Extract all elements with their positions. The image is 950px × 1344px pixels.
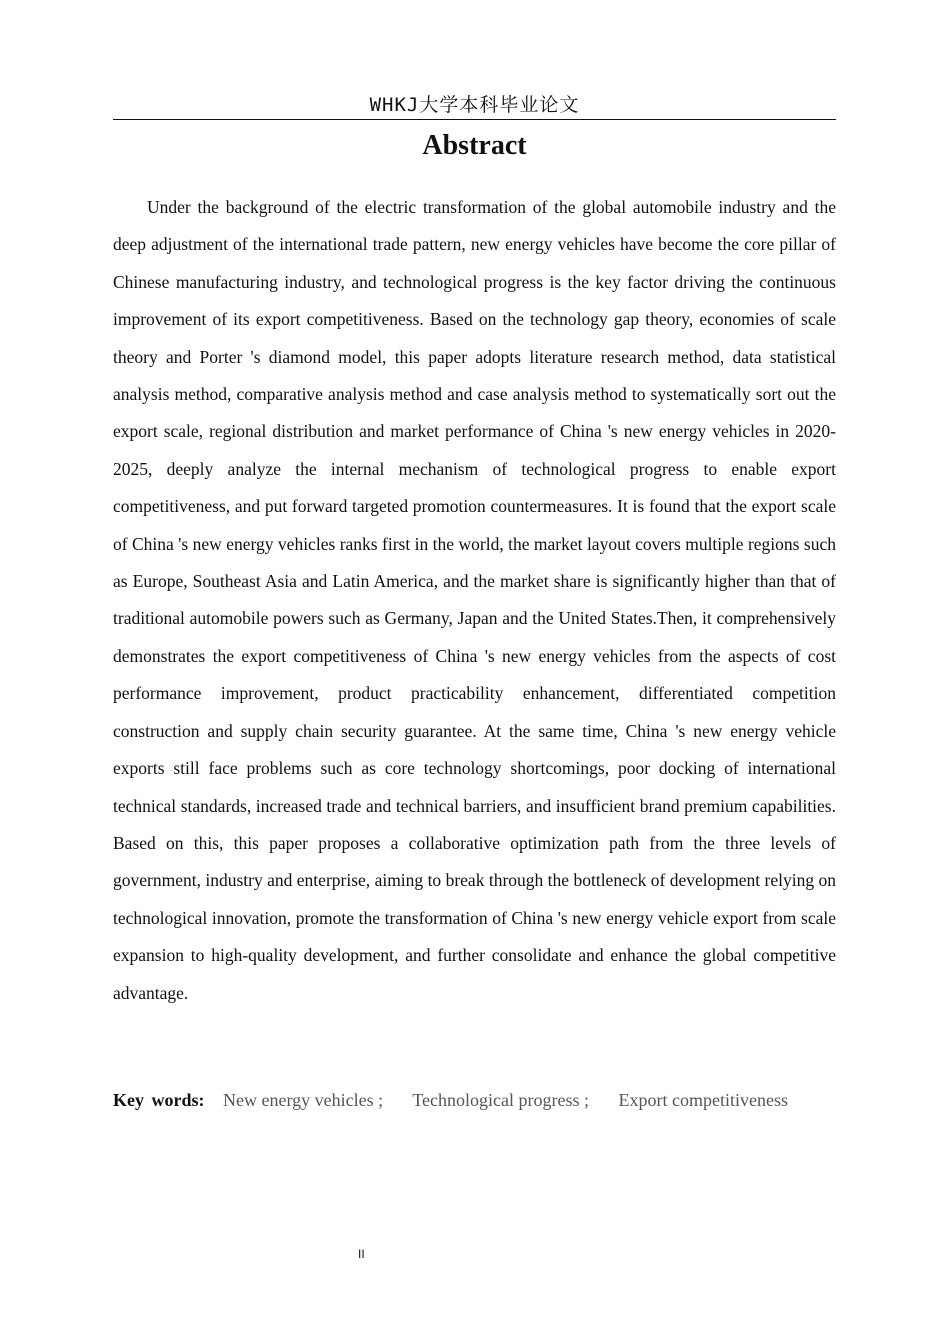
keyword-item: New energy vehicles ; [223, 1090, 384, 1110]
keyword-item: Export competitiveness [618, 1090, 788, 1110]
page-number: II [358, 1247, 365, 1261]
abstract-title: Abstract [422, 130, 527, 161]
keywords-label: Key words: [113, 1090, 205, 1110]
keyword-item: Technological progress ; [412, 1090, 589, 1110]
running-header: WHKJ大学本科毕业论文 [369, 94, 580, 116]
header-rule [113, 119, 836, 120]
abstract-body: Under the background of the electric transformation of the global automobile industry and the deep adjustment of the international trade pattern, new energy vehicles have become the core pillar of Chinese manufacturing industry, and technological progress is the key factor driving the continuous improvement of its export competitiveness. Based on the technology gap theory, economies of scale theory and Porter 's diamond model, this paper adopts literature research method, data statistical analysis method, comparative analysis method and case analysis method to systematically sort out the export scale, regional distribution and market performance of China 's new energy vehicles in 2020-2025, deeply analyze the internal mechanism of technological progress to enable export competitiveness, and put forward targeted promotion countermeasures. It is found that the export scale of China 's new energy vehicles ranks first in the world, the market layout covers multiple regions such as Europe, Southeast Asia and Latin America, and the market share is significantly higher than that of traditional automobile powers such as Germany, Japan and the United States.Then, it comprehensively demonstrates the export competitiveness of China 's new energy vehicles from the aspects of cost performance improvement, product practicability enhancement, differentiated competition construction and supply chain security guarantee. At the same time, China 's new energy vehicle exports still face problems such as core technology shortcomings, poor docking of international technical standards, increased trade and technical barriers, and insufficient brand premium capabilities. Based on this, this paper proposes a collaborative optimization path from the three levels of government, industry and enterprise, aiming to break through the bottleneck of development relying on technological innovation, promote the transformation of China 's new energy vehicle export from scale expansion to high-quality development, and further consolidate and enhance the global competitive advantage. [113, 197, 836, 1003]
keywords-line [113, 1084, 836, 1116]
